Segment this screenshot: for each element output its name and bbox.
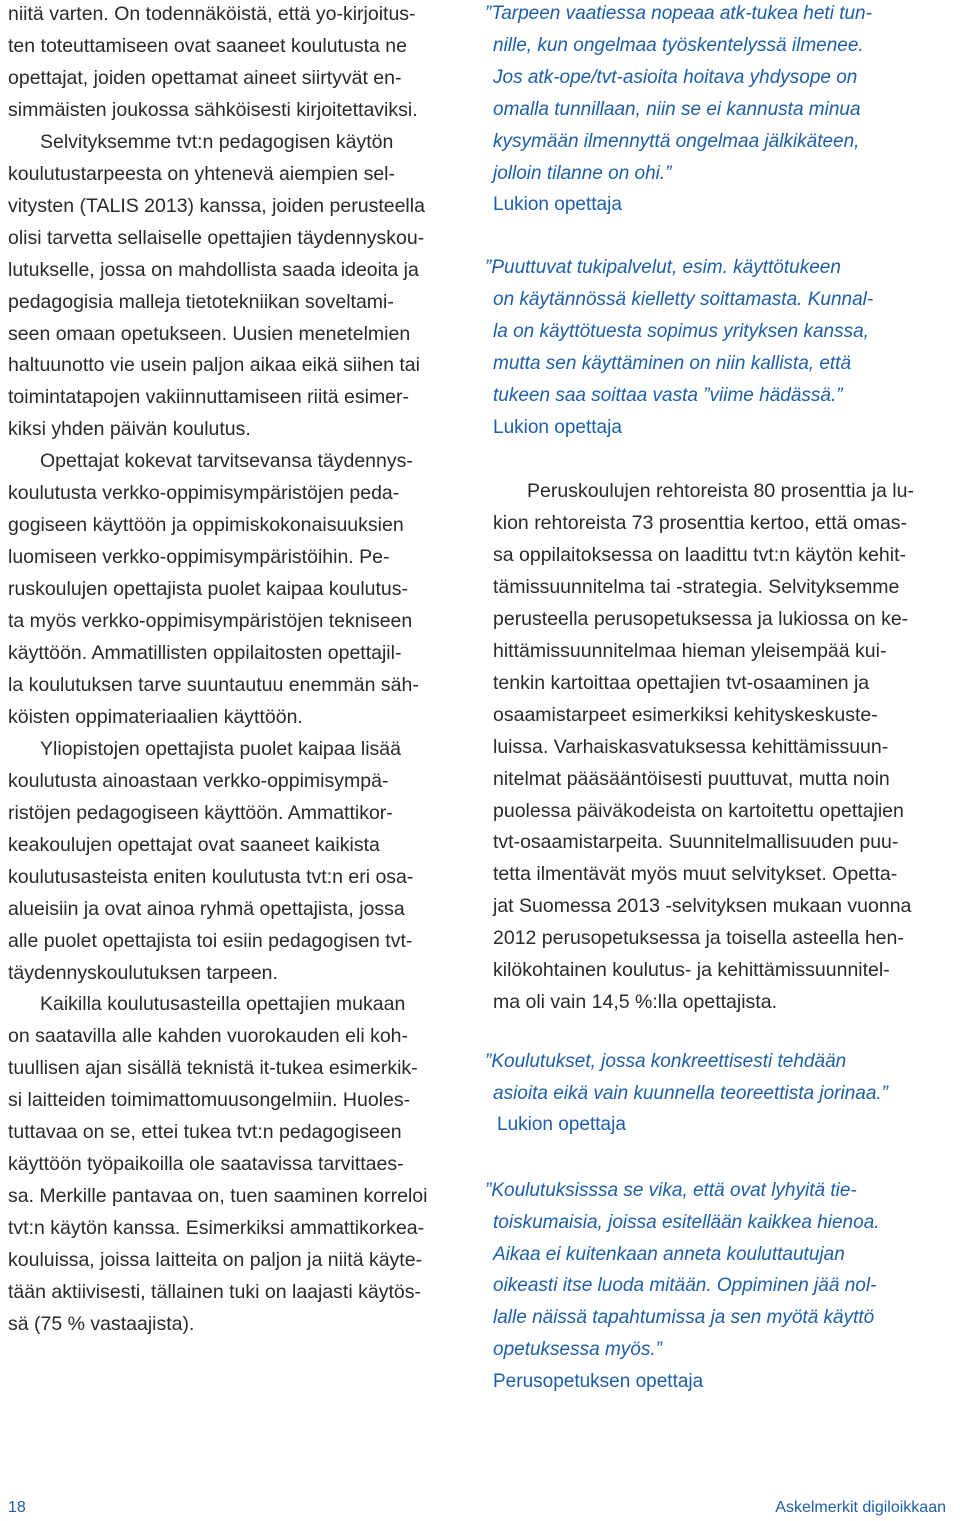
text-line: on käytännössä kielletty soittamasta. Kunnal-: [493, 289, 874, 310]
text-line: tvt-osaamistarpeita. Suunnitelmallisuuden puu-: [493, 831, 899, 853]
text-line: käyttöön. Ammatillisten oppilaitosten opettajil-: [8, 642, 402, 664]
text-line: puolessa päiväkodeista on kartoitettu opettajien: [493, 800, 904, 822]
text-line: vitysten (TALIS 2013) kanssa, joiden perusteella: [8, 195, 425, 217]
text-line: opetuksessa myös.”: [493, 1339, 662, 1360]
text-line: asioita eikä vain kuunnella teoreettista jorinaa.”: [493, 1083, 889, 1104]
text-line: ruskoulujen opettajista puolet kaipaa koulutus-: [8, 578, 409, 600]
text-line: alueisiin ja ovat ainoa ryhmä opettajista, jossa: [8, 898, 405, 920]
text-line: alle puolet opettajista toi esiin pedagogisen tvt-: [8, 930, 413, 952]
text-line: jolloin tilanne on ohi.”: [493, 163, 672, 184]
text-line: ten toteuttamiseen ovat saaneet koulutusta ne: [8, 35, 407, 57]
text-line: ristöjen pedagogiseen käyttöön. Ammattikor-: [8, 802, 393, 824]
text-line: seen omaan opetukseen. Uusien menetelmien: [8, 323, 411, 345]
text-line: mutta sen käyttäminen on niin kallista, että: [493, 353, 852, 374]
text-line: koulutusta verkko-oppimisympäristöjen peda-: [8, 482, 400, 504]
text-line: luissa. Varhaiskasvatuksessa kehittämissuun-: [493, 736, 889, 758]
text-line: lalle näissä tapahtumissa ja sen myötä käyttö: [493, 1307, 875, 1328]
text-line: kiksi yhden päivän koulutus.: [8, 418, 251, 440]
text-line: koulutusta ainoastaan verkko-oppimisympä-: [8, 770, 389, 792]
attribution: Perusopetuksen opettaja: [493, 1371, 704, 1392]
text-line: köisten oppimateriaalien käyttöön.: [8, 706, 303, 728]
text-line: koulutustarpeesta on yhtenevä aiempien sel-: [8, 163, 395, 185]
text-line: niitä varten. On todennäköistä, että yo-kirjoitus-: [8, 3, 416, 25]
text-line: tuttavaa on se, ettei tukea tvt:n pedagogiseen: [8, 1121, 402, 1143]
text-line: Opettajat kokevat tarvitsevansa täydennys-: [40, 450, 413, 472]
text-line: kilökohtainen koulutus- ja kehittämissuunnitel-: [493, 959, 890, 981]
text-line: nille, kun ongelmaa työskentelyssä ilmenee.: [493, 35, 864, 56]
text-line: simmäisten joukossa sähköisesti kirjoitettaviksi.: [8, 99, 418, 121]
text-line: la koulutuksen tarve suuntautuu enemmän säh-: [8, 674, 419, 696]
text-line: keakoulujen opettajat ovat saaneet kaikista: [8, 834, 380, 856]
text-line: omalla tunnillaan, niin se ei kannusta minua: [493, 99, 861, 120]
text-line: tään aktiivisesti, tällainen tuki on laajasti käytös-: [8, 1281, 421, 1303]
text-line: osaamistarpeet esimerkiksi kehityskeskuste-: [493, 704, 878, 726]
text-line: kion rehtoreista 73 prosenttia kertoo, että omas-: [493, 512, 908, 534]
text-line: opettajat, joiden opettamat aineet siirtyvät en-: [8, 67, 402, 89]
text-line: si laitteiden toimimattomuusongelmiin. Huoles-: [8, 1089, 411, 1111]
text-line: toiskumaisia, joissa esitellään kaikkea hienoa.: [493, 1212, 880, 1233]
text-line: toimintatapojen vakiinnuttamiseen riitä esimer-: [8, 386, 410, 408]
text-line: lutukselle, jossa on mahdollista saada ideoita ja: [8, 259, 419, 281]
text-line: täydennyskoulutuksen tarpeen.: [8, 962, 278, 984]
text-line: Peruskoulujen rehtoreista 80 prosenttia ja lu-: [527, 480, 914, 502]
text-line: Aikaa ei kuitenkaan anneta kouluttautujan: [493, 1244, 845, 1265]
text-line: on saatavilla alle kahden vuorokauden eli koh-: [8, 1025, 409, 1047]
text-line: kouluissa, joissa laitteita on paljon ja niitä käyte-: [8, 1249, 423, 1271]
text-line: oikeasti itse luoda mitään. Oppiminen jää nol-: [493, 1275, 877, 1296]
text-line: sa oppilaitoksessa on laadittu tvt:n käytön kehit-: [493, 544, 906, 566]
text-line: tämissuunnitelma tai -strategia. Selvityksemme: [493, 576, 900, 598]
text-line: sä (75 % vastaajista).: [8, 1313, 195, 1335]
text-line: ma oli vain 14,5 %:lla opettajista.: [493, 991, 777, 1013]
text-line: tetta ilmentävät myös muut selvitykset. Opetta-: [493, 863, 898, 885]
attribution: Lukion opettaja: [493, 194, 622, 215]
text-line: olisi tarvetta sellaiselle opettajien täydennyskou-: [8, 227, 425, 249]
text-line: tvt:n käytön kanssa. Esimerkiksi ammattikorkea-: [8, 1217, 425, 1239]
text-line: sa. Merkille pantavaa on, tuen saaminen korreloi: [8, 1185, 428, 1207]
text-line: Jos atk-ope/tvt-asioita hoitava yhdysope on: [493, 67, 858, 88]
attribution: Lukion opettaja: [497, 1114, 626, 1135]
text-line: tenkin kartoittaa opettajien tvt-osaaminen ja: [493, 672, 870, 694]
text-line: hittämissuunnitelmaa hieman yleisempää kui-: [493, 640, 887, 662]
page-number: 18: [8, 1499, 26, 1516]
text-line: Selvityksemme tvt:n pedagogisen käytön: [40, 131, 394, 153]
text-line: luomiseen verkko-oppimisympäristöihin. Pe-: [8, 546, 390, 568]
text-line: tukeen saa soittaa vasta ”viime hädässä.”: [493, 385, 843, 406]
text-line: tuullisen ajan sisällä teknistä it-tukea esimerkik-: [8, 1057, 418, 1079]
text-line: ”Koulutukset, jossa konkreettisesti tehdään: [485, 1051, 847, 1072]
text-line: ta myös verkko-oppimisympäristöjen tekniseen: [8, 610, 413, 632]
text-line: ”Puuttuvat tukipalvelut, esim. käyttötukeen: [485, 257, 841, 278]
text-line: haltuunotto vie usein paljon aikaa eikä siihen tai: [8, 354, 420, 376]
text-line: 2012 perusopetuksessa ja toisella asteella hen-: [493, 927, 904, 949]
text-line: koulutusasteista eniten koulutusta tvt:n eri osa-: [8, 866, 414, 888]
text-line: perusteella perusopetuksessa ja lukiossa on ke-: [493, 608, 909, 630]
publication-title: Askelmerkit digiloikkaan: [775, 1499, 946, 1516]
text-line: Kaikilla koulutusasteilla opettajien mukaan: [40, 993, 406, 1015]
attribution: Lukion opettaja: [493, 417, 622, 438]
text-line: kysymään ilmennyttä ongelmaa jälkikäteen,: [493, 131, 860, 152]
text-line: jat Suomessa 2013 -selvityksen mukaan vuonna: [493, 895, 912, 917]
text-line: pedagogisia malleja tietotekniikan soveltami-: [8, 291, 394, 313]
text-line: la on käyttötuesta sopimus yrityksen kanssa,: [493, 321, 869, 342]
text-line: Yliopistojen opettajista puolet kaipaa lisää: [40, 738, 401, 760]
text-line: nitelmat pääsääntöisesti puuttuvat, mutta noin: [493, 768, 890, 790]
text-line: gogiseen käyttöön ja oppimiskokonaisuuksien: [8, 514, 404, 536]
text-line: käyttöön työpaikoilla ole saatavissa tarvittaes-: [8, 1153, 404, 1175]
text-line: ”Koulutuksisssa se vika, että ovat lyhyitä tie-: [485, 1180, 857, 1201]
text-line: ”Tarpeen vaatiessa nopeaa atk-tukea heti tun-: [485, 3, 872, 24]
